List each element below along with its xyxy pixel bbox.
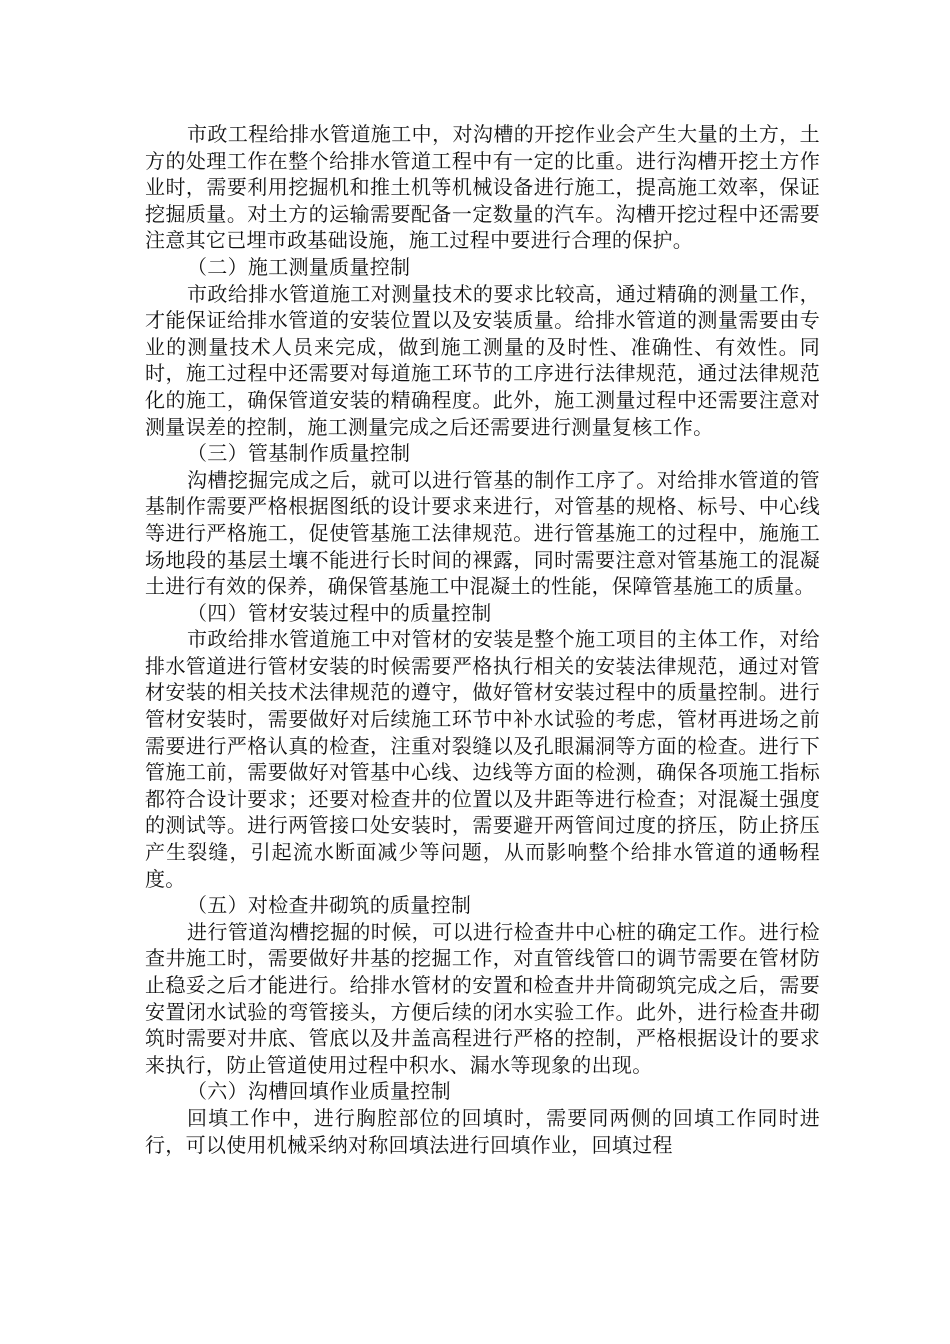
section-heading-3: （三）管基制作质量控制 [187, 441, 411, 466]
section-heading-2: （二）施工测量质量控制 [187, 254, 411, 279]
paragraph-pipe-install: 市政给排水管道施工中对管材的安装是整个施工项目的主体工作，对给排水管道进行管材安装的时候需要严格执行相关的安装法律规范，通过对管材安装的相关技术法律规范的遵守，做好管材安装过程中的质量控制。进行管材安装时，需要做好对后续施工环节中补水试验的考虑，管材再进场之前需要进行严格认真的检查，注重对裂缝以及孔眼漏洞等方面的检查。进行下管施工前，需要做好对管基中心线、边线等方面的检测，确保各项施工指标都符合设计要求；还要对检查井的位置以及井距等进行检查；对混凝土强度的测试等。进行两管接口处安装时，需要避开两管间过度的挤压，防止挤压产生裂缝，引起流水断面减少等问题，从而影响整个给排水管道的通畅程度。 [145, 627, 820, 891]
paragraph-manhole: 进行管道沟槽挖掘的时候，可以进行检查井中心桩的确定工作。进行检查井施工时，需要做好井基的挖掘工作，对直管线管口的调节需要在管材防止稳妥之后才能进行。给排水管材的安置和检查井井筒砌筑完成之后，需要安置闭水试验的弯管接头，方便后续的闭水实验工作。此外，进行检查井砌筑时需要对井底、管底以及井盖高程进行严格的控制，严格根据设计的要求来执行，防止管道使用过程中积水、漏水等现象的出现。 [145, 919, 820, 1077]
paragraph-backfill: 回填工作中，进行胸腔部位的回填时，需要同两侧的回填工作同时进行，可以使用机械采纳对称回填法进行回填作业，回填过程 [145, 1105, 820, 1157]
paragraph-survey: 市政给排水管道施工对测量技术的要求比较高，通过精确的测量工作，才能保证给排水管道的安装位置以及安装质量。给排水管道的测量需要由专业的测量技术人员来完成，做到施工测量的及时性、准确性、有效性。同时，施工过程中还需要对每道施工环节的工序进行法律规范，通过法律规范化的施工，确保管道安装的精确程度。此外，施工测量过程中还需要注意对测量误差的控制，施工测量完成之后还需要进行测量复核工作。 [145, 281, 820, 439]
document-body [145, 121, 820, 1158]
section-heading-6: （六）沟槽回填作业质量控制 [187, 1079, 451, 1104]
section-heading-4: （四）管材安装过程中的质量控制 [187, 600, 492, 625]
paragraph-earthwork: 市政工程给排水管道施工中，对沟槽的开挖作业会产生大量的土方，土方的处理工作在整个给排水管道工程中有一定的比重。进行沟槽开挖土方作业时，需要利用挖掘机和推土机等机械设备进行施工，提高施工效率，保证挖掘质量。对土方的运输需要配备一定数量的汽车。沟槽开挖过程中还需要注意其它已埋市政基础设施，施工过程中要进行合理的保护。 [145, 122, 820, 253]
section-heading-5: （五）对检查井砌筑的质量控制 [187, 893, 472, 918]
paragraph-pipe-base: 沟槽挖掘完成之后，就可以进行管基的制作工序了。对给排水管道的管基制作需要严格根据图纸的设计要求来进行，对管基的规格、标号、中心线等进行严格施工，促使管基施工法律规范。进行管基施工的过程中，施施工场地段的基层土壤不能进行长时间的裸露，同时需要注意对管基施工的混凝土进行有效的保养，确保管基施工中混凝土的性能，保障管基施工的质量。 [145, 467, 820, 599]
